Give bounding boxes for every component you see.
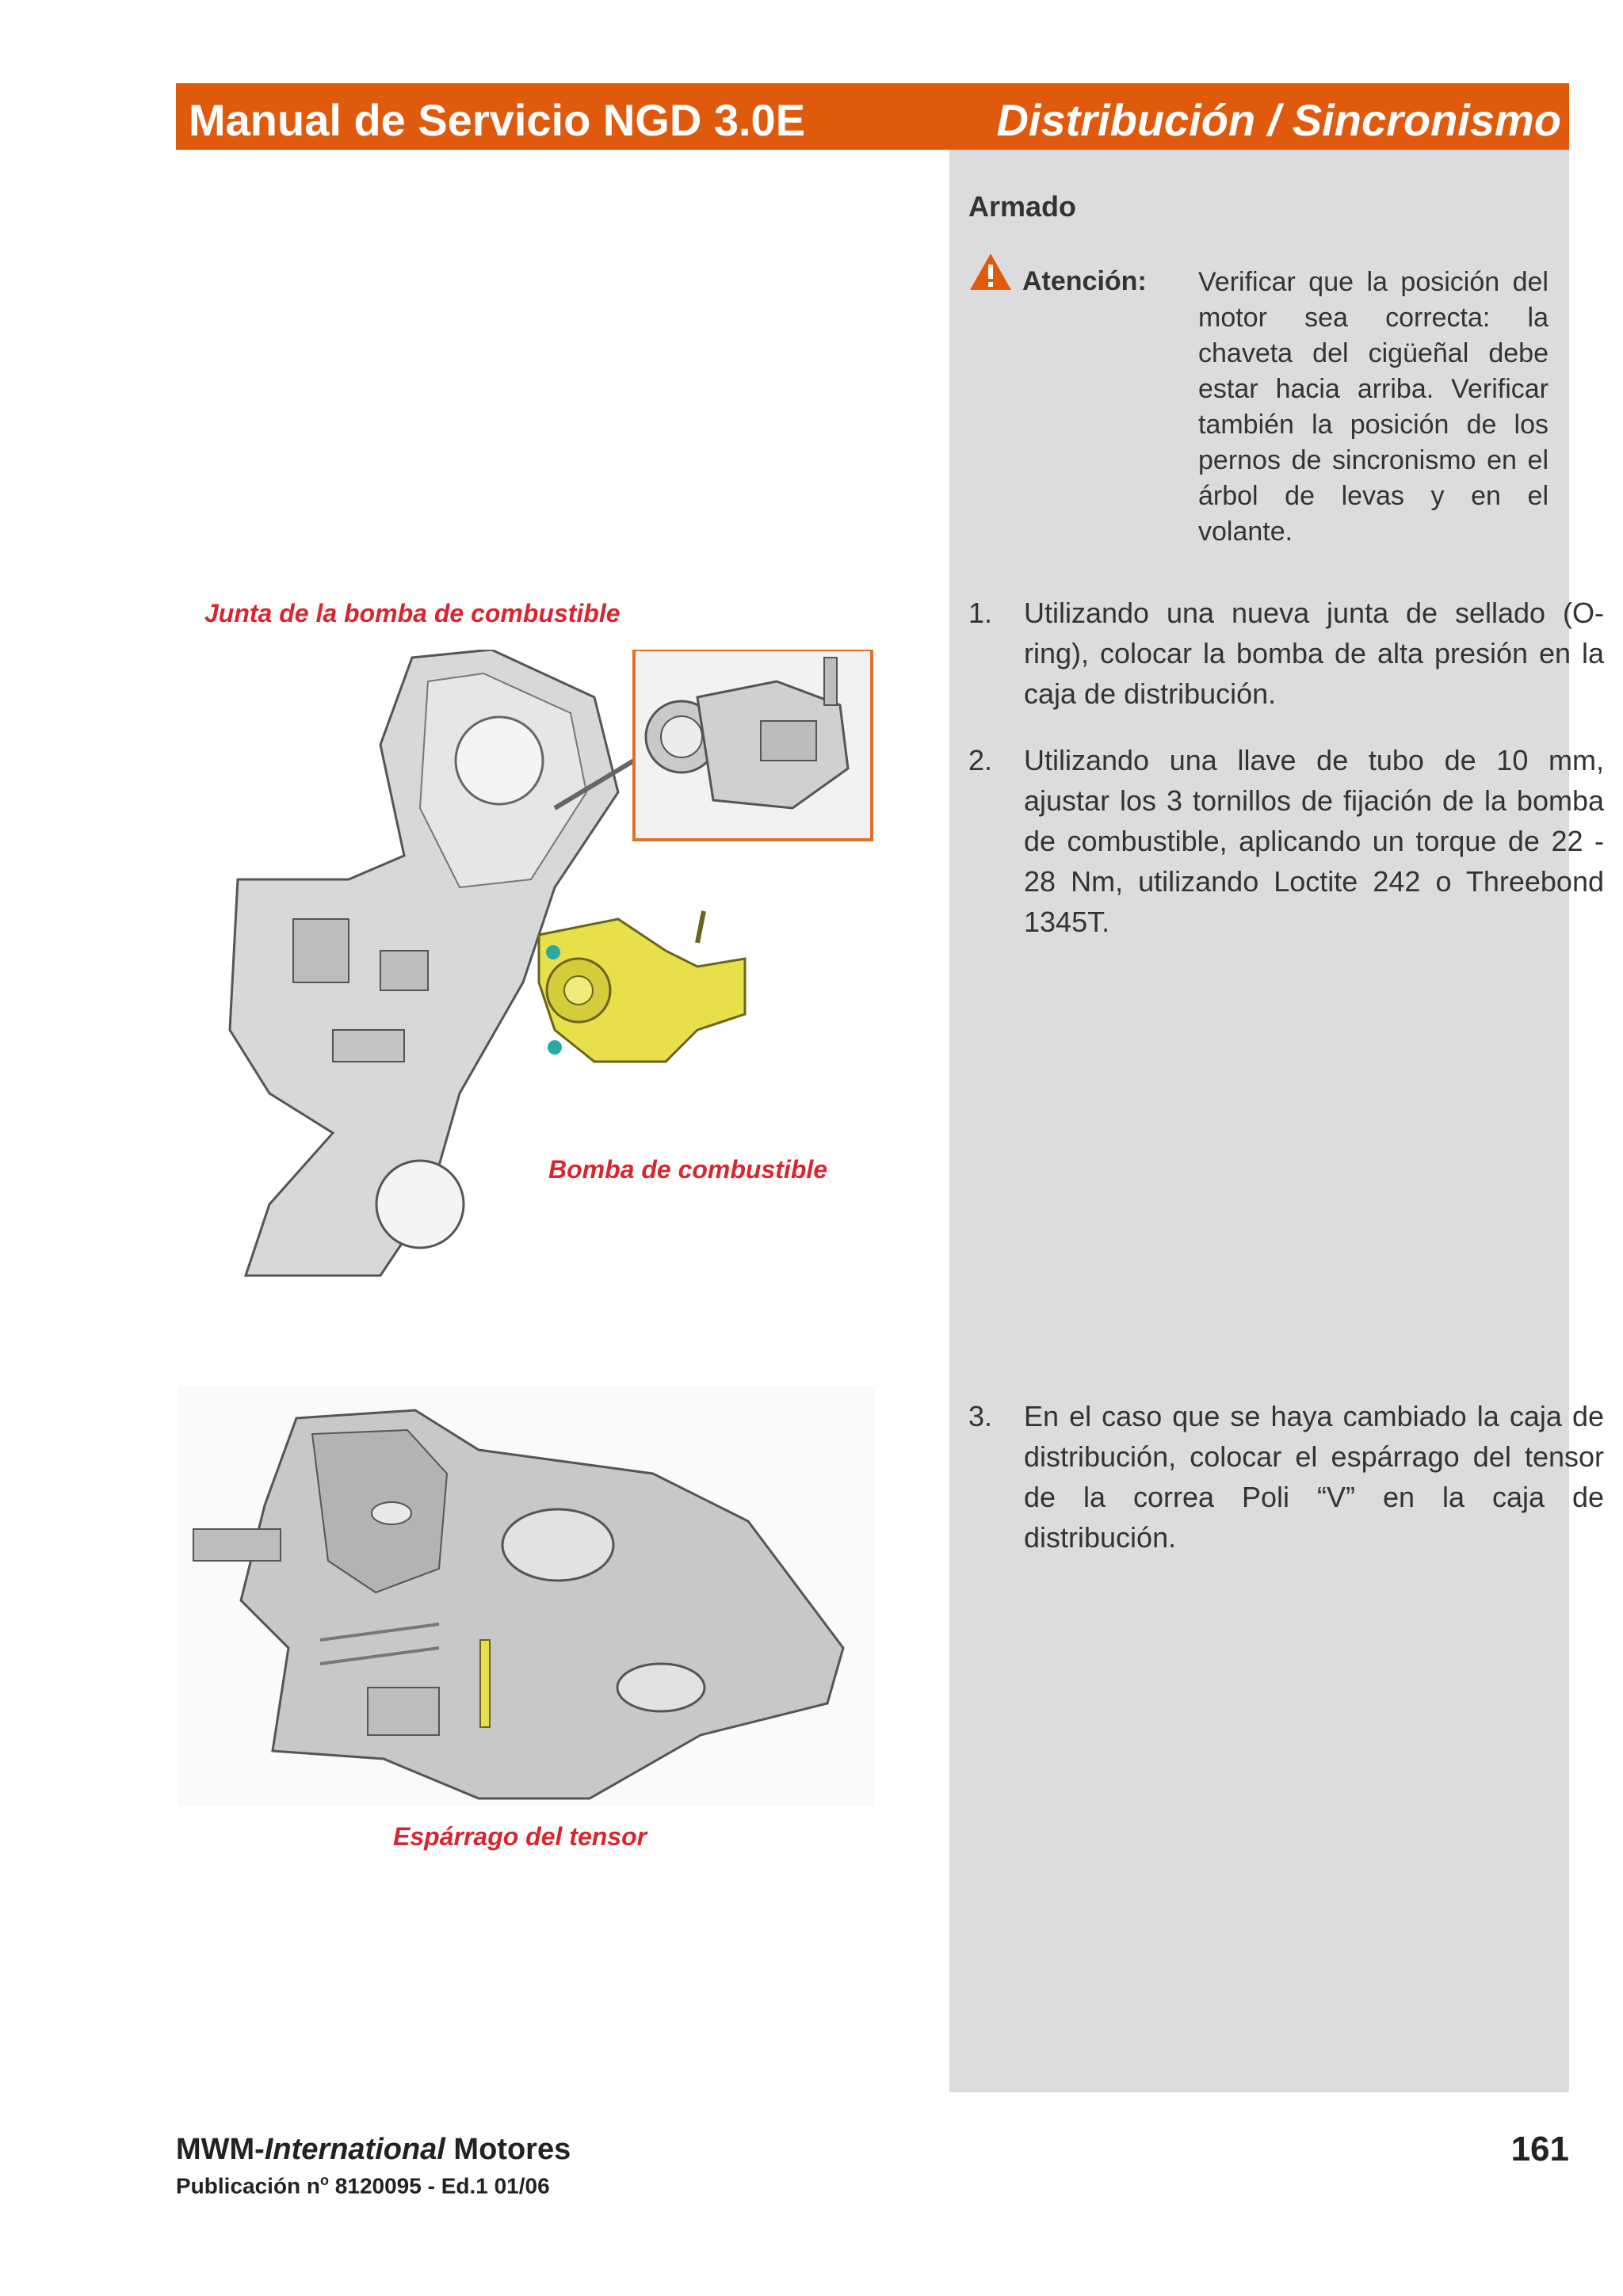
timing-case-tensor-illustration — [178, 1386, 875, 1806]
timing-case-pump-illustration — [222, 650, 888, 1291]
warning-triangle-icon — [968, 252, 1013, 292]
step-number: 1. — [968, 597, 993, 629]
attention-label: Atención: — [1022, 266, 1147, 296]
attention-text: Verificar que la posición del motor sea correcta: la chaveta del cigüeñal debe estar hacia arriba. Verificar también la posición de los pernos de sincronismo en el árbol de levas y en el volante. — [1198, 267, 1549, 547]
brand-italic: International — [264, 2133, 445, 2166]
step-text: Utilizando una nueva junta de sellado (O-ring), colocar la bomba de alta presión en la caja de distribución. — [1024, 597, 1604, 710]
caption-tensor-stud: Espárrago del tensor — [393, 1822, 647, 1851]
caption-pump-gasket: Junta de la bomba de combustible — [204, 599, 621, 627]
brand-suffix: Motores — [445, 2133, 571, 2166]
chapter-title: Distribución / Sincronismo — [996, 95, 1561, 145]
publication-suffix: 8120095 - Ed.1 01/06 — [329, 2173, 550, 2199]
page-header — [176, 83, 1569, 150]
tensor-stud-shape — [480, 1640, 490, 1727]
step-number: 3. — [968, 1400, 993, 1432]
step-number: 2. — [968, 744, 993, 776]
footer-publication — [176, 2172, 550, 2199]
publication-sup: o — [320, 2172, 330, 2188]
caption-fuel-pump: Bomba de combustible — [548, 1155, 828, 1184]
step-text: Utilizando una llave de tubo de 10 mm, ajustar los 3 tornillos de fijación de la bomba de combustible, aplicando un torque de 22 - 28 Nm, utilizando Loctite 242 o Threebond 1345T. — [1024, 744, 1604, 938]
step-text: En el caso que se haya cambiado la caja de distribución, colocar el espárrago del tensor de la correa Poli “V” en la caja de distribución. — [1024, 1400, 1604, 1554]
manual-title: Manual de Servicio NGD 3.0E — [189, 95, 806, 145]
brand-prefix: MWM- — [176, 2133, 265, 2166]
page-number: 161 — [1510, 2130, 1569, 2168]
fuel-pump-shape — [539, 911, 745, 1062]
footer-brand — [176, 2133, 571, 2167]
section-title: Armado — [968, 190, 1077, 223]
publication-prefix: Publicación n — [176, 2173, 321, 2199]
